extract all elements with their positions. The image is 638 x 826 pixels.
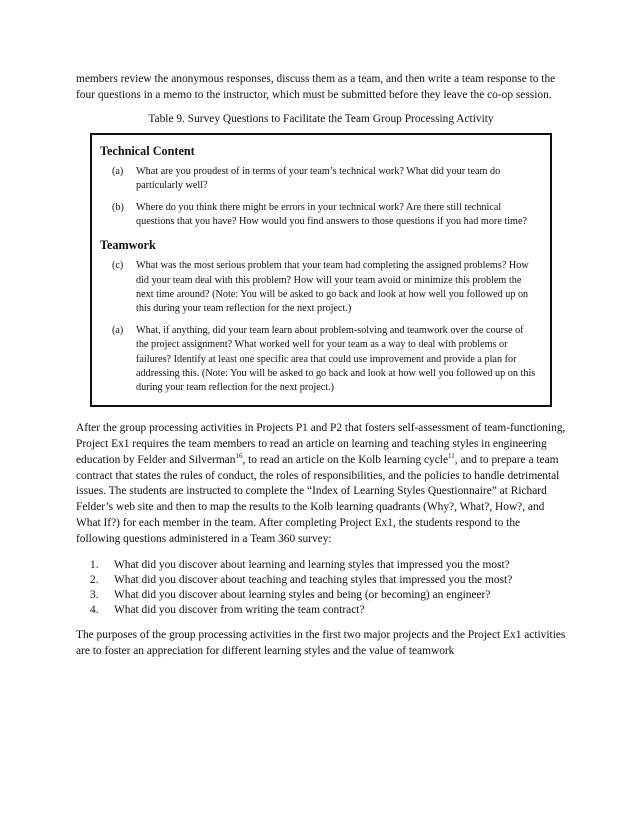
closing-paragraph: The purposes of the group processing activities in the first two major projects and the Project Ex1 activities are to foster an appreciation for different learning styles and the value of teamwork: [76, 629, 566, 658]
document-page: [76, 72, 566, 660]
list-text: What did you discover from writing the team contract?: [114, 604, 365, 617]
table-caption: Table 9. Survey Questions to Facilitate the Team Group Processing Activity: [148, 112, 494, 125]
intro-paragraph: members review the anonymous responses, discuss them as a team, and then write a team response to the four questions in a memo to the instructor, which must be submitted before they leave the co-op session.: [76, 73, 556, 101]
technical-question: [112, 201, 538, 229]
teamwork-question: [112, 259, 538, 316]
list-text: What did you discover about learning and learning styles that impressed you the most?: [114, 558, 510, 571]
question-text: What are you proudest of in terms of your team’s technical work? What did your team do particularly well?: [136, 165, 501, 191]
list-text: What did you discover about learning styles and being (or becoming) an engineer?: [114, 589, 491, 602]
question-text: What was the most serious problem that your team had completing the assigned problems? How did your team deal with this problem? How will your team avoid or minimize this problem the next time around? (Note: You will be asked to go back and look at how well you followed up on this during your team reflection for the next project.): [136, 260, 529, 315]
technical-content-heading: Technical Content: [100, 143, 195, 158]
body-text: , to read an article on the Kolb learning cycle: [242, 453, 449, 466]
citation-superscript: 16: [235, 452, 243, 461]
list-number: 1.: [90, 558, 99, 571]
question-label: (a): [112, 165, 124, 177]
question-label: (b): [112, 202, 124, 213]
list-item: [90, 558, 566, 573]
technical-question: [112, 165, 538, 193]
list-item: [90, 603, 566, 618]
citation-superscript: 11: [448, 452, 455, 461]
survey-questions-box: [90, 133, 552, 408]
survey-question-list: [76, 558, 566, 619]
teamwork-heading: Teamwork: [100, 238, 156, 253]
body-paragraph: [76, 421, 566, 547]
list-number: 4.: [90, 604, 99, 617]
body-text: , and to prepare a team contract that states the rules of conduct, the roles of responsibilities, and the policies to handle detrimental issues. The students are instructed to complete the “Index of Learning Styles Questionnaire” at Richard Felder’s web site and then to map the results to the Kolb learning quadrants (Why?, What?, How?, and What If?) for each member in the team. After completing Project Ex1, the students respond to the following questions administered in a Team 360 survey:: [76, 453, 560, 545]
question-label: (a): [112, 325, 124, 337]
question-text: What, if anything, did your team learn about problem-solving and teamwork over the course of the project assignment? What worked well for your team as a way to deal with problems or failures? Identify at least one specific area that could use improvement and provide a plan for addressing this. (Note: You will be asked to go back and look at how well you followed up on this during your team reflection for the next project.): [136, 325, 536, 394]
list-item: [90, 573, 566, 588]
list-item: [90, 588, 566, 603]
body-text: After the group processing activities in Projects P1 and P2 that fosters self-assessment of team-functioning, Project Ex1 requires the team members to read an article on learning and teaching styles in engineering education by Felder and Silverman: [76, 422, 566, 466]
list-number: 3.: [90, 589, 99, 602]
list-text: What did you discover about teaching and teaching styles that impressed you the most?: [114, 573, 513, 586]
list-number: 2.: [90, 573, 99, 586]
teamwork-question: [112, 324, 538, 395]
question-text: Where do you think there might be errors in your technical work? Are there still technical questions that you have? How would you find answers to those questions if you had more time?: [136, 202, 528, 228]
question-label: (c): [112, 260, 124, 272]
